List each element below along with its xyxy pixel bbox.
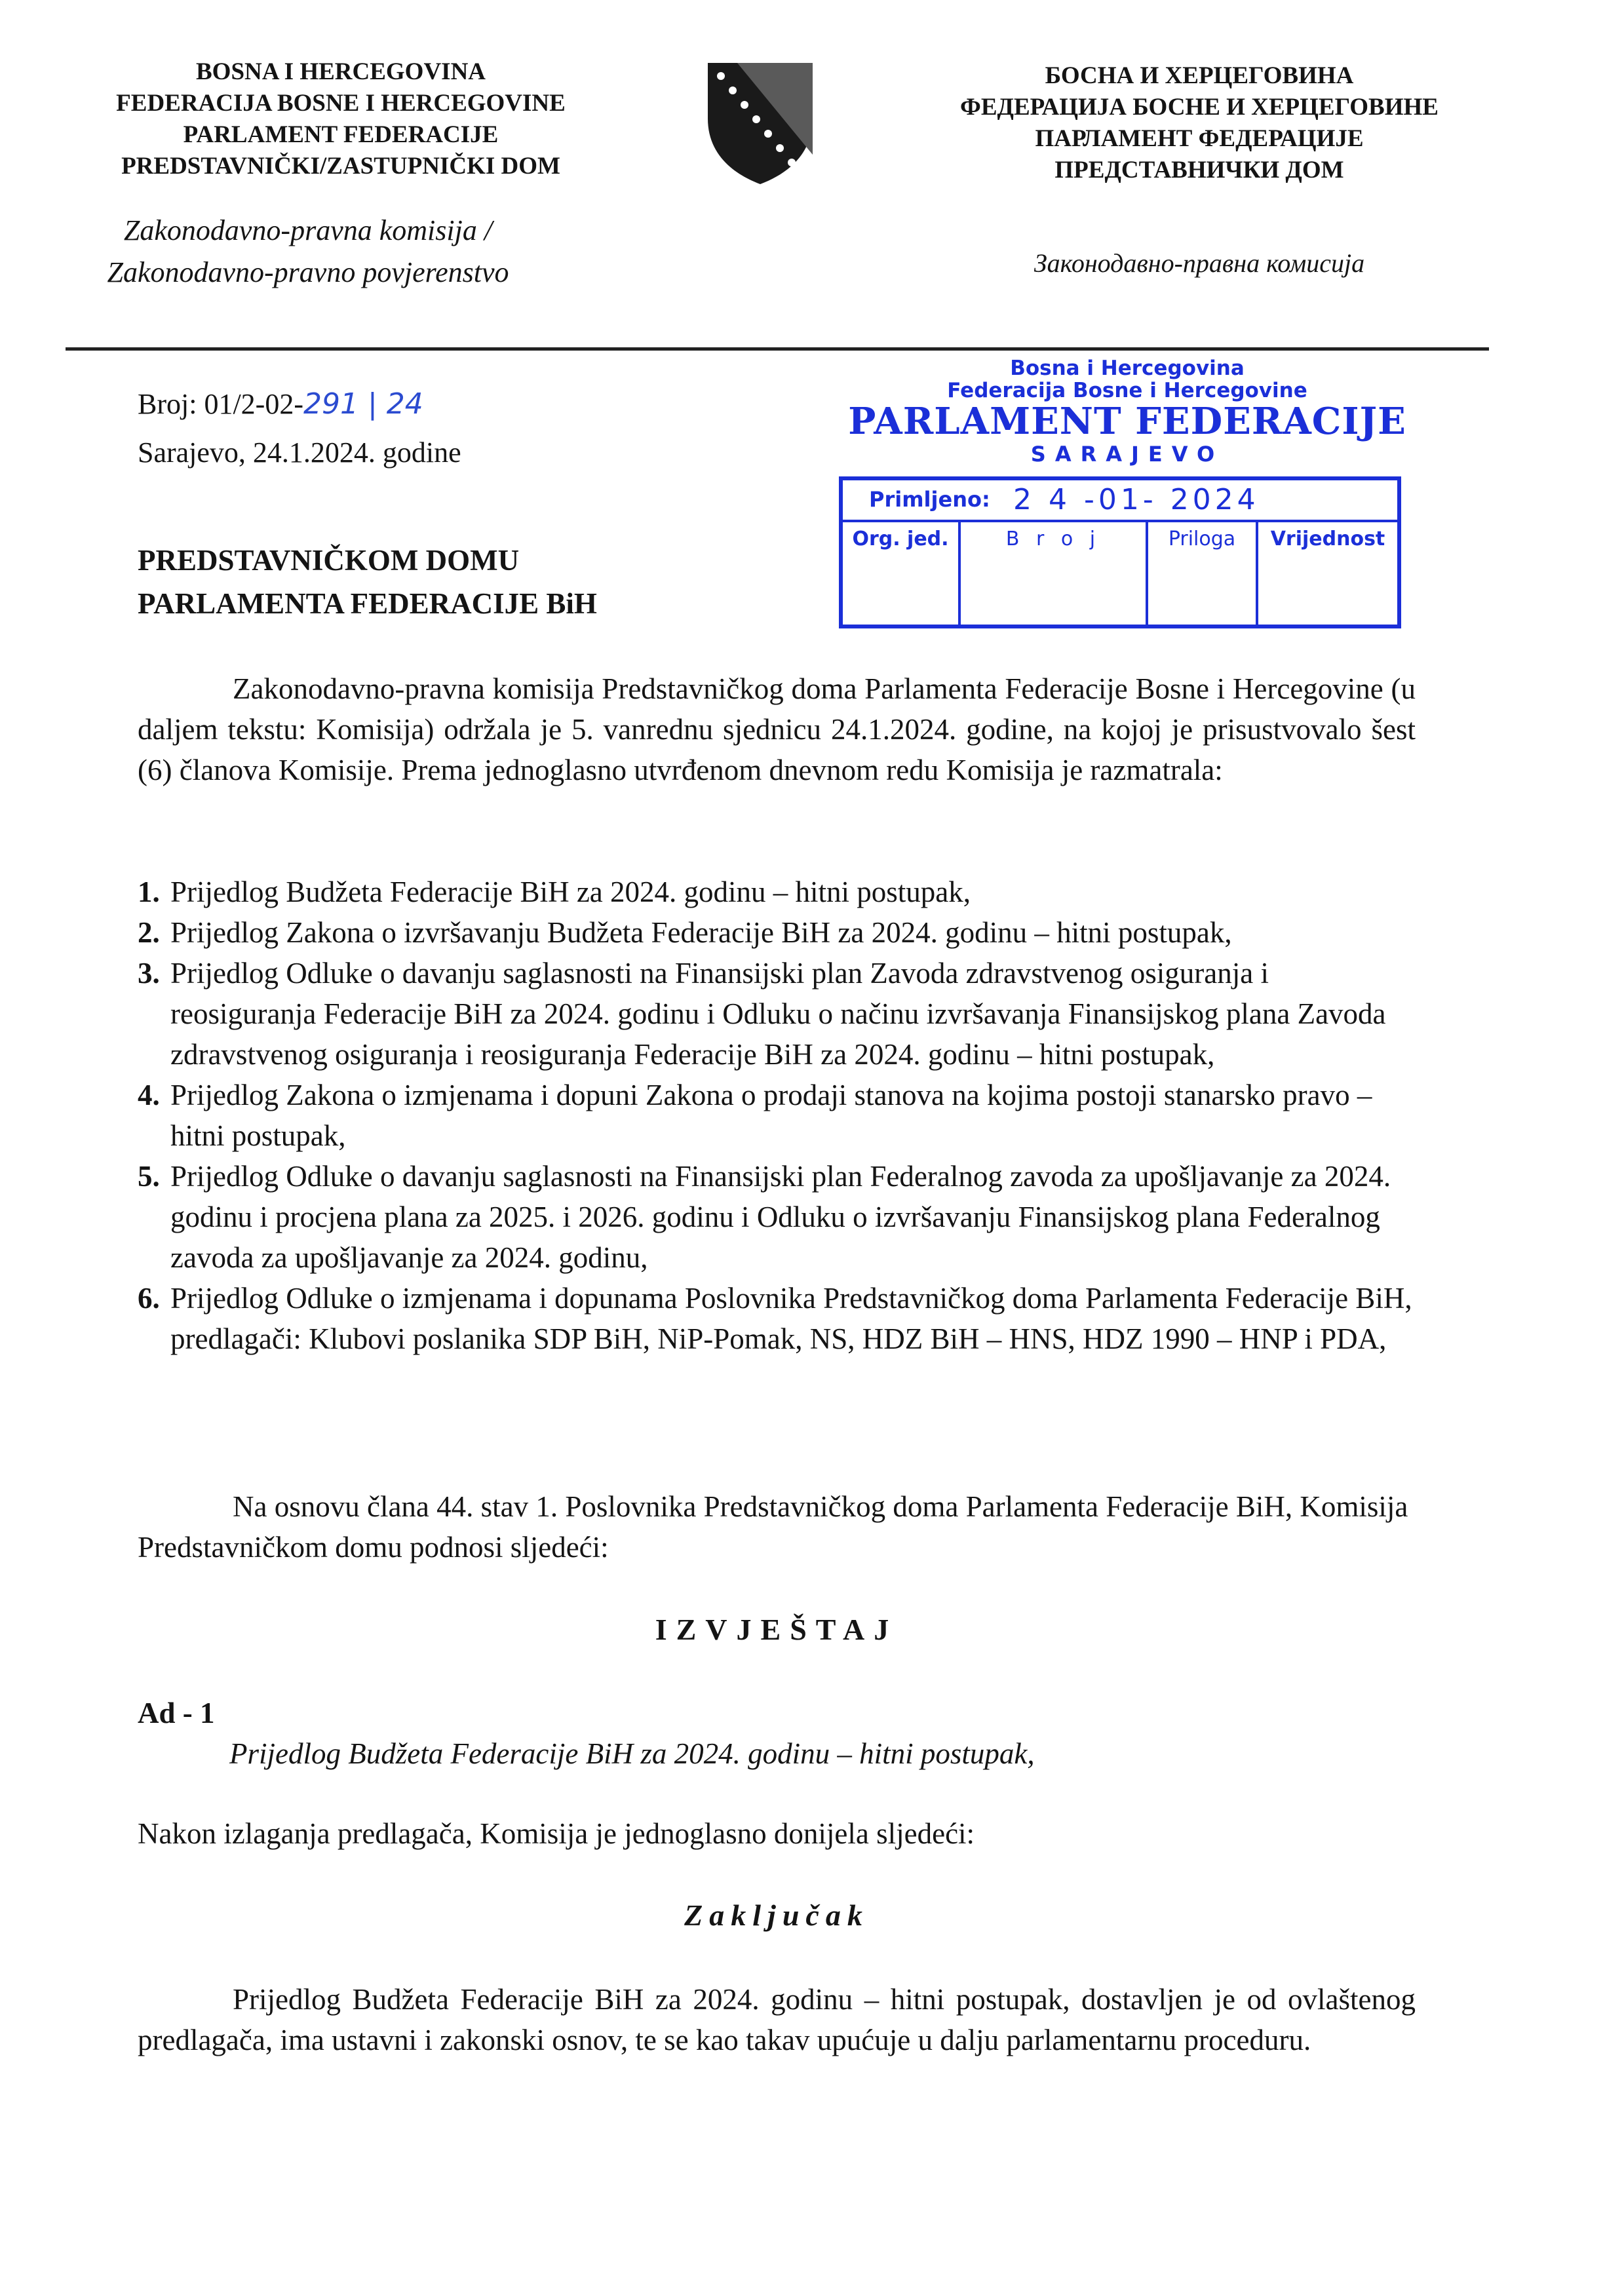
stamp-line: PARLAMENT FEDERACIJE — [848, 400, 1406, 443]
header-left-line: PARLAMENT FEDERACIJE — [183, 121, 499, 148]
header-left-line: FEDERACIJA BOSNE I HERCEGOVINE — [116, 90, 566, 117]
agenda-item — [138, 953, 1416, 1075]
reference-number — [138, 380, 461, 429]
agenda-item-number: 3. — [138, 957, 160, 990]
header-left-line: BOSNA I HERCEGOVINA — [195, 58, 486, 85]
stamp-line: SARAJEVO — [1030, 442, 1224, 467]
header-left-latin — [72, 56, 609, 182]
addressee — [138, 539, 597, 625]
stamp-col-broj — [961, 522, 1148, 625]
agenda-item-text: Prijedlog Zakona o izmjenama i dopuni Zakona o prodaji stanova na kojima postoji stanarsko pravo – hitni postupak, — [170, 1079, 1372, 1152]
stamp-received-label: Primljeno: — [869, 487, 990, 512]
stamp-received-row — [843, 480, 1397, 522]
report-title: IZVJEŠTAJ — [655, 1613, 899, 1646]
decision-intro: Nakon izlaganja predlagača, Komisija je jednoglasno donijela sljedeći: — [138, 1817, 975, 1850]
stamp-col-label: Vrijednost — [1270, 528, 1385, 550]
stamp-line: Bosna i Hercegovina — [1010, 356, 1245, 380]
reference-number-handwritten: 291 | 24 — [303, 387, 423, 421]
agenda-item — [138, 1156, 1416, 1278]
reference-number-prefix: Broj: 01/2-02- — [138, 388, 303, 420]
conclusion-title: Zaključak — [684, 1898, 869, 1932]
agenda-list — [138, 872, 1416, 1359]
agenda-item-number: 5. — [138, 1160, 160, 1193]
agenda-item-number: 1. — [138, 876, 160, 908]
stamp-col-priloga — [1148, 522, 1258, 625]
agenda-item-number: 4. — [138, 1079, 160, 1111]
stamp-received-date: 2 4 -01- 2024 — [1013, 483, 1260, 516]
stamp-col-label: Org. jed. — [852, 528, 949, 550]
commission-name-line: Zakonodavno-pravna komisija / — [123, 214, 493, 246]
commission-name-cyrillic: Законодавно-правна комисија — [1034, 248, 1365, 278]
stamp-col-org — [843, 522, 961, 625]
agenda-item-text: Prijedlog Odluke o davanju saglasnosti na Finansijski plan Federalnog zavoda za upošljavanje za 2024. godinu i procjena plana za 2025. i 2026. godinu i Odluku o izvršavanju Finansijskog plana Federalnog zavoda za upošljavanje za 2024. godinu, — [170, 1160, 1391, 1274]
header-left-line: PREDSTAVNIČKI/ZASTUPNIČKI DOM — [121, 153, 560, 180]
stamp-line: Federacija Bosne i Hercegovine — [947, 379, 1307, 402]
agenda-item — [138, 912, 1416, 953]
addressee-line: PARLAMENTA FEDERACIJE BiH — [138, 587, 597, 620]
stamp-col-vrijednost — [1258, 522, 1397, 625]
header-divider — [66, 347, 1489, 351]
header-right-cyrillic — [904, 60, 1494, 186]
stamp-col-label: B r o j — [1005, 528, 1101, 550]
stamp-col-label: Priloga — [1168, 528, 1236, 550]
agenda-item — [138, 1278, 1416, 1359]
addressee-line: PREDSTAVNIČKOM DOMU — [138, 544, 520, 577]
reference-date: Sarajevo, 24.1.2024. godine — [138, 436, 461, 469]
commission-name-latin — [72, 210, 544, 294]
agenda-item-text: Prijedlog Budžeta Federacije BiH za 2024. godinu – hitni postupak, — [170, 876, 971, 908]
header-right-line: БОСНА И ХЕРЦЕГОВИНА — [1045, 62, 1354, 89]
intro-paragraph: Zakonodavno-pravna komisija Predstavničkog doma Parlamenta Federacije Bosne i Hercegovine (u daljem tekstu: Komisija) održala je 5. vanrednu sjednicu 24.1.2024. godine, na kojoj je prisustvovalo šest (6) članova Komisije. Prema jednoglasno utvrđenom dnevnom redu Komisija je razmatrala: — [138, 672, 1416, 786]
stamp-box — [839, 476, 1401, 628]
ad-title: Prijedlog Budžeta Federacije BiH za 2024. godinu – hitni postupak, — [229, 1737, 1035, 1770]
ad-label: Ad - 1 — [138, 1697, 215, 1729]
basis-paragraph: Na osnovu člana 44. stav 1. Poslovnika Predstavničkog doma Parlamenta Federacije BiH, Komisija Predstavničkom domu podnosi sljedeći: — [138, 1490, 1408, 1564]
agenda-item-number: 2. — [138, 916, 160, 949]
agenda-item-text: Prijedlog Odluke o izmjenama i dopunama Poslovnika Predstavničkog doma Parlamenta Federacije BiH, predlagači: Klubovi poslanika SDP BiH, NiP-Pomak, NS, HDZ BiH – HNS, HDZ 1990 – HNP i PDA, — [170, 1282, 1412, 1355]
coat-of-arms-icon — [701, 56, 819, 187]
reference-block — [138, 380, 461, 477]
agenda-item-text: Prijedlog Odluke o davanju saglasnosti na Finansijski plan Zavoda zdravstvenog osiguranja i reosiguranja Federacije BiH za 2024. godinu i Odluku o načinu izvršavanja Finansijskog plana Zavoda zdravstvenog osiguranja i reosiguranja Federacije BiH za 2024. godinu – hitni postupak, — [170, 957, 1386, 1071]
agenda-item-text: Prijedlog Zakona o izvršavanju Budžeta Federacije BiH za 2024. godinu – hitni postupak, — [170, 916, 1232, 949]
header-right-line: ПРЕДСТАВНИЧКИ ДОМ — [1054, 157, 1344, 183]
header-right-line: ПАРЛАМЕНТ ФЕДЕРАЦИЈЕ — [1035, 125, 1364, 152]
received-stamp — [839, 357, 1416, 628]
commission-name-line: Zakonodavno-pravno povjerenstvo — [107, 256, 509, 288]
agenda-item-number: 6. — [138, 1282, 160, 1315]
agenda-item — [138, 1075, 1416, 1156]
header-right-line: ФЕДЕРАЦИЈА БОСНЕ И ХЕРЦЕГОВИНЕ — [960, 94, 1439, 121]
agenda-item — [138, 872, 1416, 912]
conclusion-paragraph: Prijedlog Budžeta Federacije BiH za 2024. godinu – hitni postupak, dostavljen je od ovlaštenog predlagača, ima ustavni i zakonski osnov, te se kao takav upućuje u dalju parlamentarnu proceduru. — [138, 1983, 1416, 2056]
